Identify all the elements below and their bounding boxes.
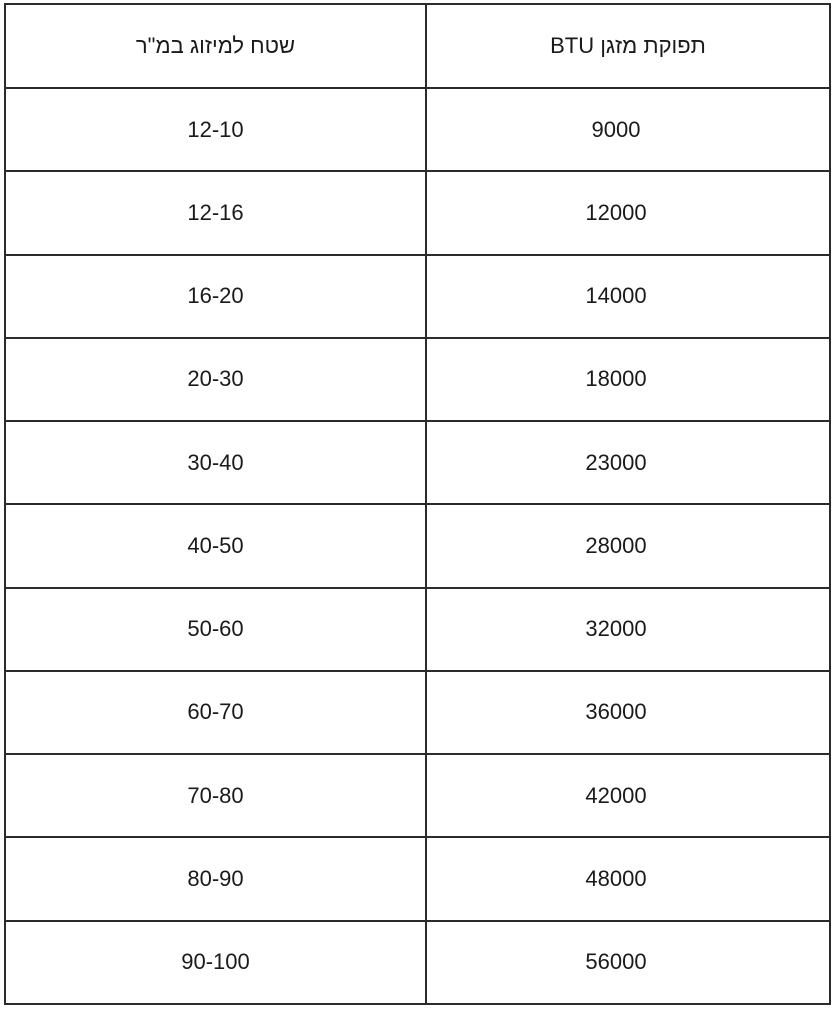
btu-cell [426, 754, 830, 837]
table-row [5, 671, 830, 754]
table-row [5, 338, 830, 421]
area-value: 12-10 [187, 116, 244, 142]
btu-cell [426, 171, 830, 254]
table-body [5, 88, 830, 1004]
btu-value: 42000 [585, 782, 647, 808]
area-cell [5, 754, 426, 837]
btu-value: 12000 [585, 199, 647, 225]
area-cell [5, 88, 426, 171]
btu-cell [426, 338, 830, 421]
table-row [5, 921, 830, 1004]
area-cell [5, 338, 426, 421]
area-cell [5, 588, 426, 671]
area-value: 90-100 [181, 949, 250, 975]
btu-cell [426, 588, 830, 671]
btu-area-table [4, 3, 831, 1005]
area-cell [5, 671, 426, 754]
area-value: 60-70 [187, 699, 244, 725]
btu-value: 36000 [585, 699, 647, 725]
btu-cell [426, 504, 830, 587]
table-row [5, 421, 830, 504]
header-btu-label: תפוקת מזגן BTU [550, 33, 706, 58]
btu-cell [426, 921, 830, 1004]
table-row [5, 588, 830, 671]
btu-cell [426, 837, 830, 920]
area-value: 30-40 [187, 449, 244, 475]
header-area-label: שטח למיזוג במ"ר [135, 33, 296, 58]
btu-value: 23000 [585, 449, 647, 475]
btu-cell [426, 88, 830, 171]
btu-value: 9000 [591, 116, 641, 142]
area-value: 70-80 [187, 782, 244, 808]
btu-value: 48000 [585, 866, 647, 892]
area-cell [5, 255, 426, 338]
table-row [5, 837, 830, 920]
table-row [5, 88, 830, 171]
table-row [5, 255, 830, 338]
header-btu [426, 4, 830, 88]
btu-cell [426, 421, 830, 504]
btu-value: 28000 [585, 532, 647, 558]
btu-cell [426, 671, 830, 754]
area-value: 12-16 [187, 199, 244, 225]
area-cell [5, 171, 426, 254]
area-cell [5, 421, 426, 504]
area-value: 40-50 [187, 532, 244, 558]
area-cell [5, 921, 426, 1004]
btu-value: 32000 [585, 616, 647, 642]
area-value: 80-90 [187, 866, 244, 892]
area-cell [5, 504, 426, 587]
btu-value: 18000 [585, 366, 647, 392]
btu-cell [426, 255, 830, 338]
table-header-row [5, 4, 830, 88]
area-value: 50-60 [187, 616, 244, 642]
table-row [5, 504, 830, 587]
table-row [5, 171, 830, 254]
area-value: 16-20 [187, 283, 244, 309]
btu-value: 56000 [585, 949, 647, 975]
table-row [5, 754, 830, 837]
header-area [5, 4, 426, 88]
btu-value: 14000 [585, 283, 647, 309]
area-cell [5, 837, 426, 920]
area-value: 20-30 [187, 366, 244, 392]
